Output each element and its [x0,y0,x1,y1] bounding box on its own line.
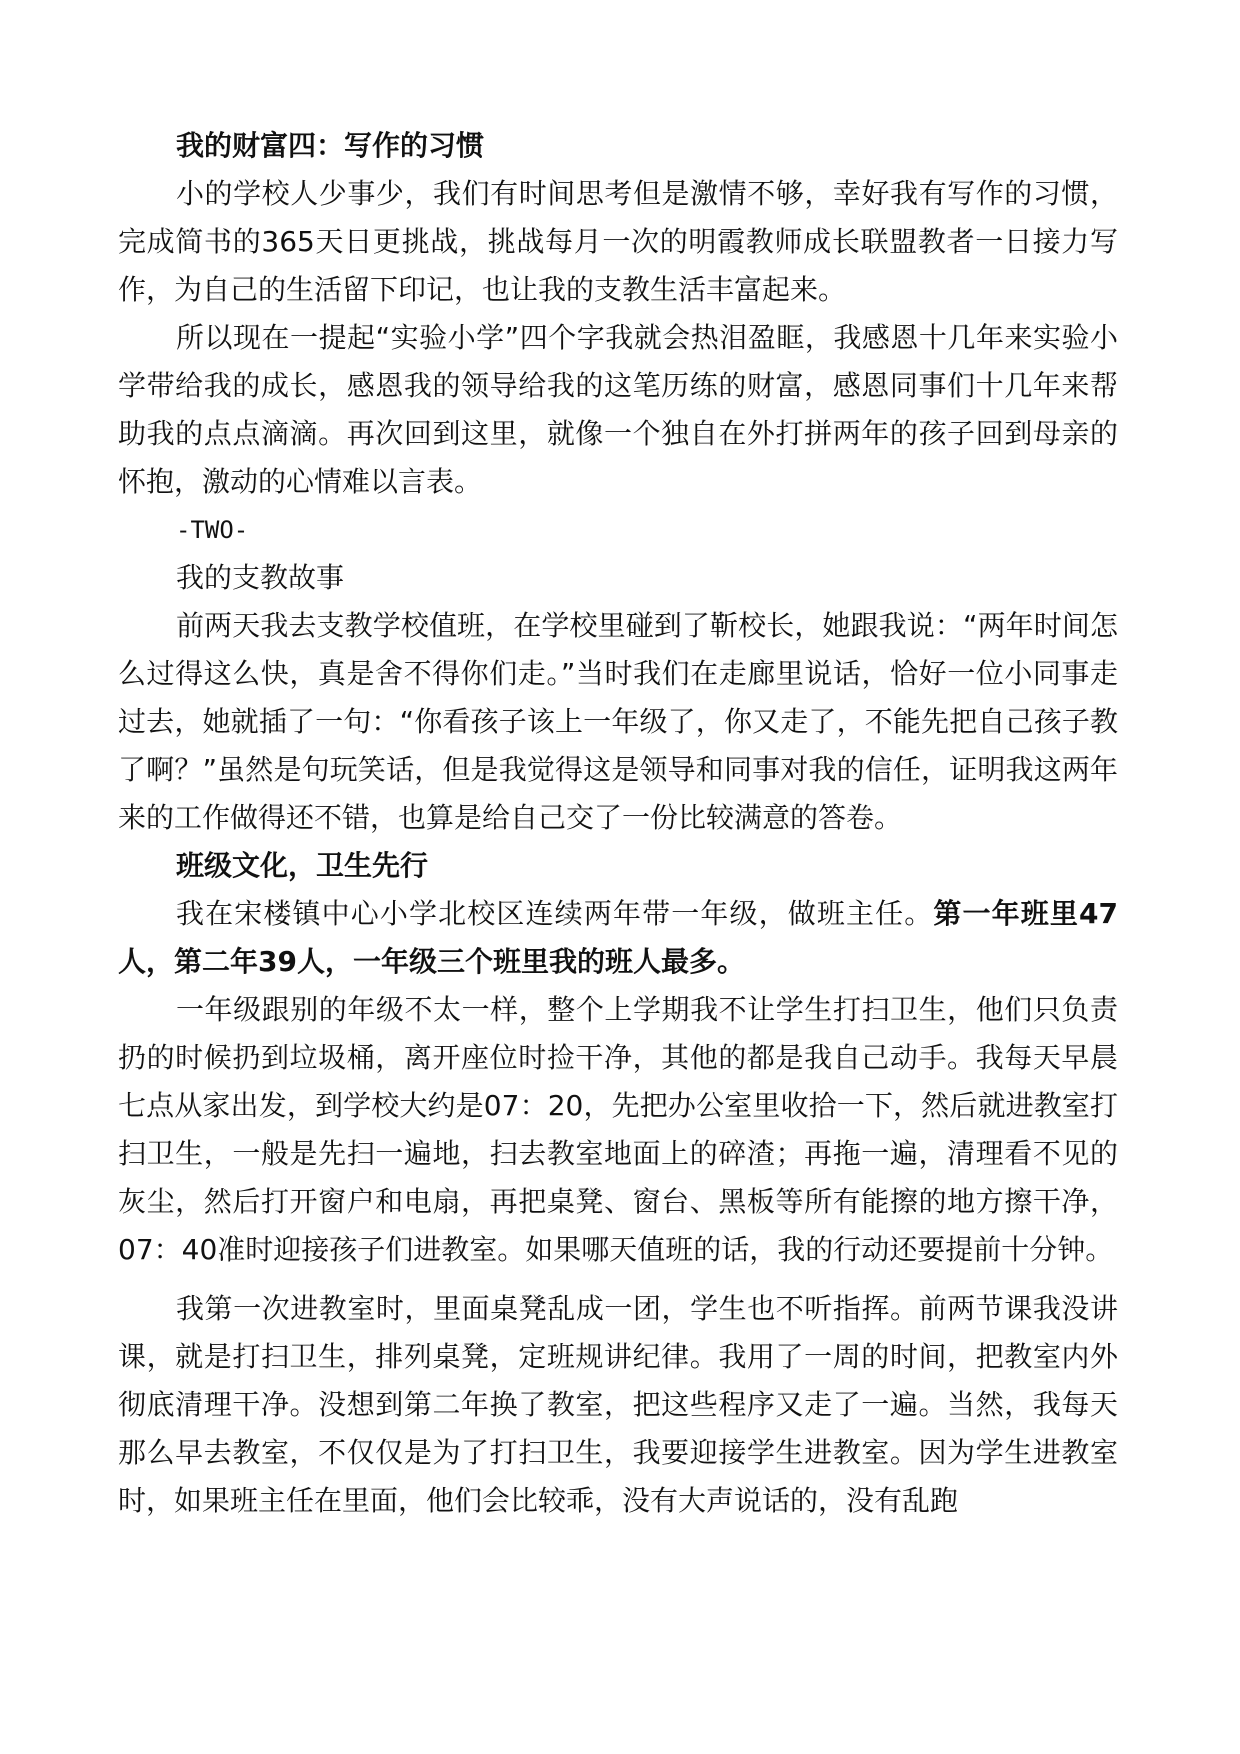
heading-wealth-four: 我的财富四：写作的习惯 [176,129,485,162]
paragraph-cleaning-routine: 一年级跟别的年级不太一样，整个上学期我不让学生打扫卫生，他们只负责扔的时候扔到垃圾桶，离开座位时捡干净，其他的都是我自己动手。我每天早晨七点从家出发，到学校大约是07：20，先把办公室里收拾一下，然后就进教室打扫卫生，一般是先扫一遍地，扫去教室地面上的碎渣；再拖一遍，清理看不见的灰尘，然后打开窗户和电扇，再把桌凳、窗台、黑板等所有能擦的地方擦干净，07：40准时迎接孩子们进教室。如果哪天值班的话，我的行动还要提前十分钟。 [118,993,1118,1266]
paragraph-gratitude: 所以现在一提起“实验小学”四个字我就会热泪盈眶，我感恩十几年来实验小学带给我的成长，感恩我的领导给我的这笔历练的财富，感恩同事们十几年来帮助我的点点滴滴。再次回到这里，就像一个独自在外打拼两年的孩子回到母亲的怀抱，激动的心情难以言表。 [118,321,1118,498]
class-size-emphasis: 第一年班里47人，第二年39人，一年级三个班里我的班人最多。 [118,897,1118,978]
paragraph-first-day: 我第一次进教室时，里面桌凳乱成一团，学生也不听指挥。前两节课我没讲课，就是打扫卫生，排列桌凳，定班规讲纪律。我用了一周的时间，把教室内外彻底清理干净。没想到第二年换了教室，把这些程序又走了一遍。当然，我每天那么早去教室，不仅仅是为了打扫卫生，我要迎接学生进教室。因为学生进教室时，如果班主任在里面，他们会比较乖，没有大声说话的，没有乱跑 [118,1292,1118,1517]
paragraph-duty-story: 前两天我去支教学校值班，在学校里碰到了靳校长，她跟我说：“两年时间怎么过得这么快，真是舍不得你们走。”当时我们在走廊里说话，恰好一位小同事走过去，她就插了一句：“你看孩子该上一年级了，你又走了，不能先把自己孩子教了啊？”虽然是句玩笑话，但是我觉得这是领导和同事对我的信任，证明我这两年来的工作做得还不错，也算是给自己交了一份比较满意的答卷。 [118,609,1118,834]
paragraph-class-size [118,890,1118,986]
class-size-text: 我在宋楼镇中心小学北校区连续两年带一年级，做班主任。 [176,897,934,930]
document-page [118,122,1118,1525]
heading-class-culture: 班级文化，卫生先行 [176,849,429,882]
section-marker: -TWO- [176,516,249,544]
paragraph-writing-habit: 小的学校人少事少，我们有时间思考但是激情不够，幸好我有写作的习惯，完成简书的365天日更挑战，挑战每月一次的明霞教师成长联盟教者一日接力写作，为自己的生活留下印记，也让我的支教生活丰富起来。 [118,177,1118,306]
section-title: 我的支教故事 [176,561,345,594]
